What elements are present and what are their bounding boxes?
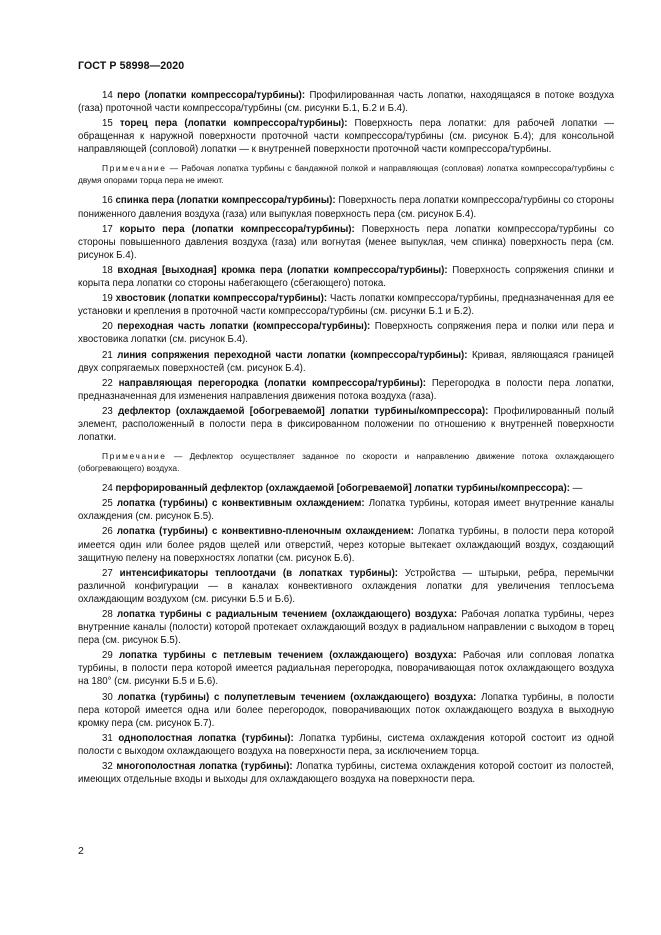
term-definition [78,691,614,730]
term-number: 28 [102,609,113,620]
term-number: 25 [102,498,113,510]
term-text: Лопатка турбины, в полости пера которой имеется одна или более перегородок, поворачивающих поток охлаждающего воздуха в выходную кромку пера (см. рисунок Б.7). [78,691,614,729]
term-text: Перегородка в полости пера лопатки, предназначенная для изменения направления движения потока воздуха (газа). [78,377,614,402]
term-text: Лопатка турбины, система охлаждения которой состоит из полостей, имеющих отдельные входы и выходы для охлаждающего воздуха на поверхности пера. [78,761,614,786]
term-title: однополостная лопатка (турбины): [118,732,294,744]
term-number: 29 [102,650,113,662]
term-definition [78,567,614,606]
term-title: лопатка (турбины) с полупетлевым течением (охлаждающего) воздуха: [117,691,477,703]
term-title: перо (лопатки компрессора/турбины): [117,90,306,101]
term-text: Кривая, являющаяся границей двух сопрягаемых поверхностей (см. рисунок Б.4). [78,349,614,374]
term-number: 14 [102,90,113,101]
term-number: 20 [102,321,113,333]
term-title: хвостовик (лопатки компрессора/турбины): [115,293,328,305]
term-text: Лопатка турбины, в полости пера которой имеется один или более рядов щелей или отверстий, через которые вытекает охлаждающий воздух, создающий защитную пелену на поверхностях лопатки (см. рисунок Б.6). [78,526,614,564]
term-text: Рабочая лопатка турбины, через внутренние каналы (полости) которой протекает охлаждающий воздух в радиальном направлении с выходом в торец пера (см. рисунок Б.5). [78,609,614,647]
note-label: Примечание [102,451,167,462]
term-definition [78,482,614,495]
term-text: Поверхность пера лопатки компрессора/турбины со стороны пониженного давления воздуха (газа) или выпуклая поверхность пера (см. рисунок Б.4). [78,195,614,220]
term-title: линия сопряжения переходной части лопатки (компрессора/турбины): [117,349,468,361]
term-text: Профилированный полый элемент, расположенный в полости пера в фиксированном положении по отношению к внутренней поверхности лопатки. [78,405,614,444]
term-number: 31 [102,732,113,744]
term-definition [78,194,614,220]
term-text: Поверхность пера лопатки: для рабочей лопатки — обращенная к наружной поверхности проточной части компрессора/турбины (см. рисунок Б.4); для консольной направляющей (сопловой) лопатки — к внутренней поверхности проточной части компрессора/турбины. [78,118,614,156]
term-number: 27 [102,567,113,579]
term-title: входная [выходная] кромка пера (лопатки компрессора/турбины): [117,264,448,276]
document-header: ГОСТ Р 58998—2020 [78,60,185,72]
term-number: 30 [102,691,113,703]
term-title: корыто пера (лопатки компрессора/турбины): [119,223,355,235]
term-definition [78,525,614,564]
term-number: 26 [102,526,113,538]
term-text: — [572,483,583,495]
note [78,450,614,474]
term-title: лопатка турбины с петлевым течением (охлаждающего) воздуха: [118,650,457,662]
term-number: 24 [102,483,113,495]
term-title: дефлектор (охлаждаемой [обогреваемой] лопатки турбины/компрессора): [118,405,489,417]
term-definition [78,760,614,786]
term-title: спинка пера (лопатки компрессора/турбины): [115,195,336,207]
term-text: Рабочая или сопловая лопатка турбины, в полости пера которой имеется радиальная перегородка, поворачивающая поток охлаждающего воздуха на 180° (см. рисунки Б.5 и Б.6). [78,650,614,688]
term-title: интенсификаторы теплоотдачи (в лопатках турбины): [119,567,399,579]
term-title: переходная часть лопатки (компрессора/турбины): [117,321,371,333]
term-number: 19 [102,293,113,305]
term-definition [78,320,614,346]
term-number: 17 [102,223,113,235]
term-number: 23 [102,405,113,417]
term-title: лопатка (турбины) с конвективно-пленочным охлаждением: [116,526,414,538]
term-title: лопатка турбины с радиальным течением (охлаждающего) воздуха: [117,609,458,620]
term-number: 18 [102,264,113,276]
term-text: Часть лопатки компрессора/турбины, предназначенная для ее установки и крепления в проточной части компрессора/турбины (см. рисунки Б.1 и Б.2). [78,293,614,318]
term-number: 32 [102,761,113,773]
term-definition [78,264,614,290]
term-number: 16 [102,195,113,207]
term-definition [78,223,614,262]
page-number: 2 [78,845,84,857]
document-body [78,89,614,788]
term-text: Лопатка турбины, которая имеет внутренние каналы охлаждения (см. рисунок Б.5). [78,498,614,523]
term-definition [78,292,614,318]
note [78,162,614,186]
term-text: Лопатка турбины, система охлаждения которой состоит из одной полости с выходом охлаждающего воздуха на поверхности пера, за исключением торца. [78,732,614,757]
term-definition [78,497,614,523]
term-text: Поверхность сопряжения пера и полки или пера и хвостовика лопатки (см. рисунок Б.4). [78,321,614,346]
term-definition [78,608,614,647]
term-title: направляющая перегородка (лопатки компрессора/турбины): [118,377,427,389]
term-number: 21 [102,349,113,361]
term-text: Устройства — штырьки, ребра, перемычки различной конфигурации — в каналах конвективного охлаждения лопатки для увеличения теплосъема охлаждающим воздухом (см. рисунки Б.5 и Б.6). [78,567,614,605]
term-number: 22 [102,377,113,389]
term-text: Поверхность сопряжения спинки и корыта пера лопатки со стороны набегающего (сбегающего) потока. [78,264,614,290]
term-definition [78,117,614,156]
term-text: Поверхность пера лопатки компрессора/турбины со стороны повышенного давления воздуха (газа) или вогнутая (менее выпуклая, чем спинка) поверхность пера (см. рисунок Б.4). [78,223,615,261]
term-definition [78,377,614,403]
term-title: перфорированный дефлектор (охлаждаемой [обогреваемой] лопатки турбины/компрессора): [115,483,570,495]
term-number: 15 [102,118,113,130]
note-text: — Дефлектор осуществляет заданное по скорости и направлению движение потока охлаждающего (обогревающего) воздуха. [78,451,615,474]
term-definition [78,649,614,688]
term-definition [78,732,614,758]
term-title: многополостная лопатка (турбины): [116,761,293,773]
note-text: — Рабочая лопатка турбины с бандажной полкой и направляющая (сопловая) лопатка компрессора/турбины с двумя опорами торца пера не имеют. [78,163,615,186]
term-title: торец пера (лопатки компрессора/турбины): [119,118,348,130]
term-definition [78,405,614,444]
note-label: Примечание [102,163,167,174]
term-title: лопатка (турбины) с конвективным охлаждением: [116,498,365,510]
term-definition [78,89,614,115]
term-text: Профилированная часть лопатки, находящаяся в потоке воздуха (газа) проточной части компрессора/турбины (см. рисунки Б.1, Б.2 и Б.4). [78,90,614,115]
term-definition [78,349,614,375]
